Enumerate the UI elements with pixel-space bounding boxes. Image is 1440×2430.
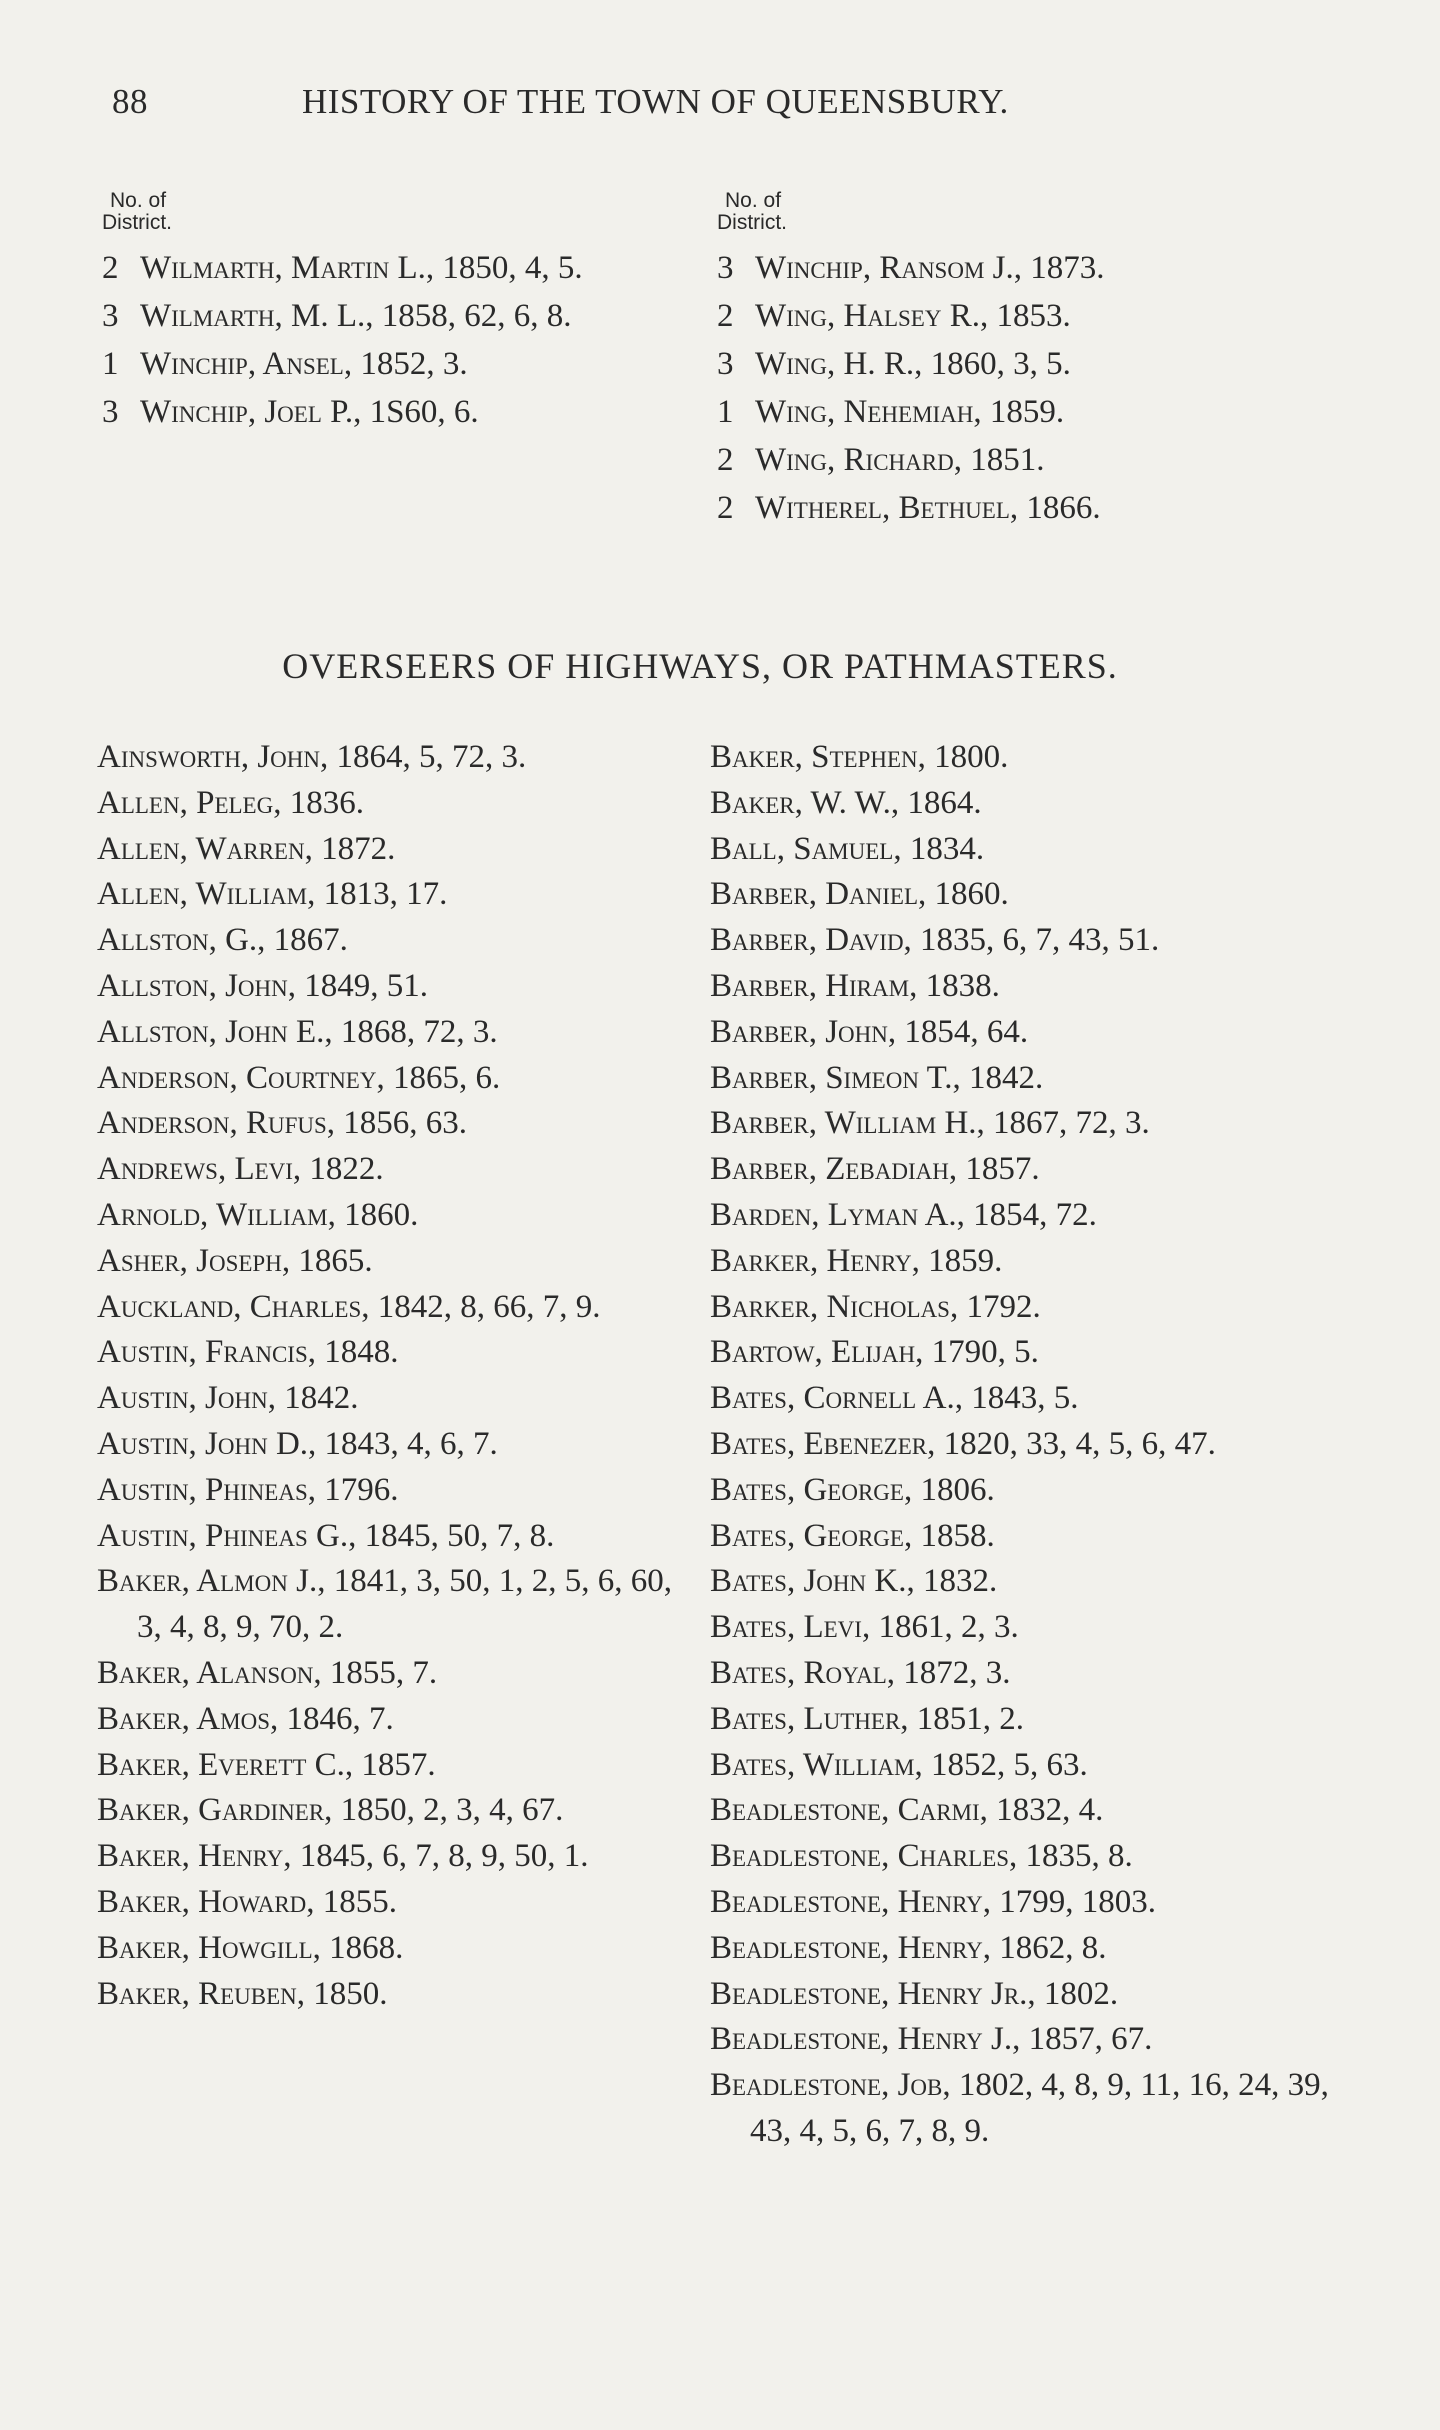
overseer-entry: Baker, Howgill, 1868. bbox=[97, 1929, 404, 1966]
overseer-entry: Beadlestone, Charles, 1835, 8. bbox=[710, 1838, 1133, 1875]
overseer-entry: Bates, George, 1858. bbox=[710, 1517, 995, 1554]
overseer-entry: Allen, Peleg, 1836. bbox=[97, 784, 364, 821]
heading-line2: District. bbox=[102, 211, 172, 234]
overseer-entry: Ball, Samuel, 1834. bbox=[710, 830, 985, 867]
district-entry bbox=[717, 292, 1357, 340]
overseer-entry: Allston, John E., 1868, 72, 3. bbox=[97, 1013, 498, 1050]
overseer-entry: Barber, Simeon T., 1842. bbox=[710, 1059, 1044, 1096]
district-number: 3 bbox=[102, 394, 119, 430]
overseer-entry: Allen, William, 1813, 17. bbox=[97, 876, 448, 913]
overseer-entry: Beadlestone, Henry J., 1857, 67. bbox=[710, 2021, 1153, 2058]
district-number: 2 bbox=[102, 250, 119, 286]
overseer-entry: Allston, John, 1849, 51. bbox=[97, 967, 428, 1004]
district-entry-list bbox=[102, 244, 702, 436]
overseer-entry: Bates, Royal, 1872, 3. bbox=[710, 1654, 1011, 1691]
overseer-entry: Austin, Phineas, 1796. bbox=[97, 1471, 399, 1508]
overseer-entry: Barker, Henry, 1859. bbox=[710, 1242, 1003, 1279]
overseer-entry: Barker, Nicholas, 1792. bbox=[710, 1288, 1041, 1325]
overseer-entry: Bates, William, 1852, 5, 63. bbox=[710, 1746, 1088, 1783]
overseer-entry: Beadlestone, Carmi, 1832, 4. bbox=[710, 1792, 1104, 1829]
district-number: 1 bbox=[717, 394, 734, 430]
heading-line2: District. bbox=[717, 211, 787, 234]
overseer-entry: Barber, Daniel, 1860. bbox=[710, 876, 1009, 913]
overseer-entry: Andrews, Levi, 1822. bbox=[97, 1151, 384, 1188]
district-number: 3 bbox=[717, 250, 734, 286]
district-column-left bbox=[102, 190, 702, 436]
district-number: 1 bbox=[102, 346, 119, 382]
district-number: 2 bbox=[717, 490, 734, 526]
overseer-entry: Asher, Joseph, 1865. bbox=[97, 1242, 373, 1279]
overseer-entry: Baker, Stephen, 1800. bbox=[710, 739, 1009, 775]
district-column-right bbox=[717, 190, 1357, 532]
district-entry-text: Wing, Halsey R., 1853. bbox=[755, 298, 1071, 334]
overseer-entry: Beadlestone, Henry Jr., 1802. bbox=[710, 1975, 1119, 2012]
overseer-entry: Barber, Hiram, 1838. bbox=[710, 967, 1000, 1004]
heading-line1: No. of bbox=[725, 189, 782, 212]
page-number: 88 bbox=[112, 82, 148, 121]
district-entry-text: Winchip, Ansel, 1852, 3. bbox=[140, 346, 468, 382]
district-number: 2 bbox=[717, 298, 734, 334]
overseer-entry: Auckland, Charles, 1842, 8, 66, 7, 9. bbox=[97, 1288, 601, 1325]
district-entry-text: Wing, H. R., 1860, 3, 5. bbox=[755, 346, 1071, 382]
overseer-entry: Barden, Lyman A., 1854, 72. bbox=[710, 1196, 1097, 1233]
overseer-entry: Bates, Luther, 1851, 2. bbox=[710, 1700, 1025, 1737]
overseer-entry: Baker, W. W., 1864. bbox=[710, 784, 982, 821]
overseer-entry: Baker, Reuben, 1850. bbox=[97, 1975, 388, 2012]
district-entry bbox=[717, 388, 1357, 436]
overseer-entry: Austin, Francis, 1848. bbox=[97, 1334, 399, 1371]
district-number: 3 bbox=[102, 298, 119, 334]
district-entry-text: Wing, Richard, 1851. bbox=[755, 442, 1045, 478]
overseer-entry: Austin, John, 1842. bbox=[97, 1380, 359, 1417]
overseer-entry: Beadlestone, Henry, 1862, 8. bbox=[710, 1929, 1107, 1966]
overseer-entry: Barber, David, 1835, 6, 7, 43, 51. bbox=[710, 922, 1160, 959]
section-title bbox=[0, 645, 1440, 687]
overseers-column-left bbox=[97, 735, 697, 2017]
overseer-entry: Baker, Almon J., 1841, 3, 50, 1, 2, 5, 6, 60, 3, 4, 8, 9, 70, 2. bbox=[97, 1563, 672, 1646]
district-entry-text: Wing, Nehemiah, 1859. bbox=[755, 394, 1065, 430]
overseer-entry: Bates, George, 1806. bbox=[710, 1471, 995, 1508]
overseer-entry: Anderson, Rufus, 1856, 63. bbox=[97, 1105, 468, 1142]
district-entry bbox=[102, 340, 702, 388]
district-entry-text: Wilmarth, M. L., 1858, 62, 6, 8. bbox=[140, 298, 572, 334]
district-column-heading bbox=[717, 190, 1357, 244]
overseer-entry: Austin, Phineas G., 1845, 50, 7, 8. bbox=[97, 1517, 555, 1554]
district-entry bbox=[102, 388, 702, 436]
overseer-entry: Baker, Gardiner, 1850, 2, 3, 4, 67. bbox=[97, 1792, 564, 1829]
district-number: 3 bbox=[717, 346, 734, 382]
district-entry bbox=[102, 292, 702, 340]
overseer-entry: Bates, Levi, 1861, 2, 3. bbox=[710, 1609, 1019, 1646]
page-header bbox=[112, 82, 1112, 142]
district-entry-text: Wilmarth, Martin L., 1850, 4, 5. bbox=[140, 250, 583, 286]
overseer-entry: Barber, Zebadiah, 1857. bbox=[710, 1151, 1040, 1188]
district-entry bbox=[717, 484, 1357, 532]
heading-line1: No. of bbox=[110, 189, 167, 212]
overseer-entry: Allen, Warren, 1872. bbox=[97, 830, 396, 867]
overseer-entry: Allston, G., 1867. bbox=[97, 922, 348, 959]
overseer-entry: Barber, John, 1854, 64. bbox=[710, 1013, 1029, 1050]
district-column-heading bbox=[102, 190, 702, 244]
district-entry-list bbox=[717, 244, 1357, 532]
overseer-entry: Barber, William H., 1867, 72, 3. bbox=[710, 1105, 1150, 1142]
overseers-column-right bbox=[710, 735, 1350, 2155]
overseer-entry: Bates, Ebenezer, 1820, 33, 4, 5, 6, 47. bbox=[710, 1425, 1216, 1462]
overseer-entry: Bates, Cornell A., 1843, 5. bbox=[710, 1380, 1079, 1417]
overseer-entry: Baker, Alanson, 1855, 7. bbox=[97, 1654, 438, 1691]
district-entry-text: Winchip, Ransom J., 1873. bbox=[755, 250, 1105, 286]
district-number: 2 bbox=[717, 442, 734, 478]
overseer-entry: Arnold, William, 1860. bbox=[97, 1196, 419, 1233]
overseer-entry: Beadlestone, Job, 1802, 4, 8, 9, 11, 16, 24, 39, 43, 4, 5, 6, 7, 8, 9. bbox=[710, 2067, 1329, 2149]
overseer-entry: Baker, Amos, 1846, 7. bbox=[97, 1700, 394, 1737]
section-title-text: OVERSEERS OF HIGHWAYS, OR PATHMASTERS. bbox=[282, 646, 1118, 686]
overseer-entry: Baker, Henry, 1845, 6, 7, 8, 9, 50, 1. bbox=[97, 1838, 589, 1875]
overseer-entry: Baker, Howard, 1855. bbox=[97, 1883, 398, 1920]
overseer-entry: Beadlestone, Henry, 1799, 1803. bbox=[710, 1883, 1156, 1920]
overseer-entry: Anderson, Courtney, 1865, 6. bbox=[97, 1059, 501, 1096]
district-entry-text: Winchip, Joel P., 1S60, 6. bbox=[140, 394, 479, 430]
district-entry bbox=[717, 340, 1357, 388]
overseer-entry: Bates, John K., 1832. bbox=[710, 1563, 998, 1600]
district-entry-text: Witherel, Bethuel, 1866. bbox=[755, 490, 1101, 526]
overseer-entry: Austin, John D., 1843, 4, 6, 7. bbox=[97, 1425, 498, 1462]
running-title: HISTORY OF THE TOWN OF QUEENSBURY. bbox=[302, 82, 1009, 121]
district-entry bbox=[717, 244, 1357, 292]
overseer-entry: Bartow, Elijah, 1790, 5. bbox=[710, 1334, 1039, 1371]
overseer-entry: Baker, Everett C., 1857. bbox=[97, 1746, 436, 1783]
district-entry bbox=[717, 436, 1357, 484]
district-entry bbox=[102, 244, 702, 292]
overseer-entry: Ainsworth, John, 1864, 5, 72, 3. bbox=[97, 739, 527, 775]
